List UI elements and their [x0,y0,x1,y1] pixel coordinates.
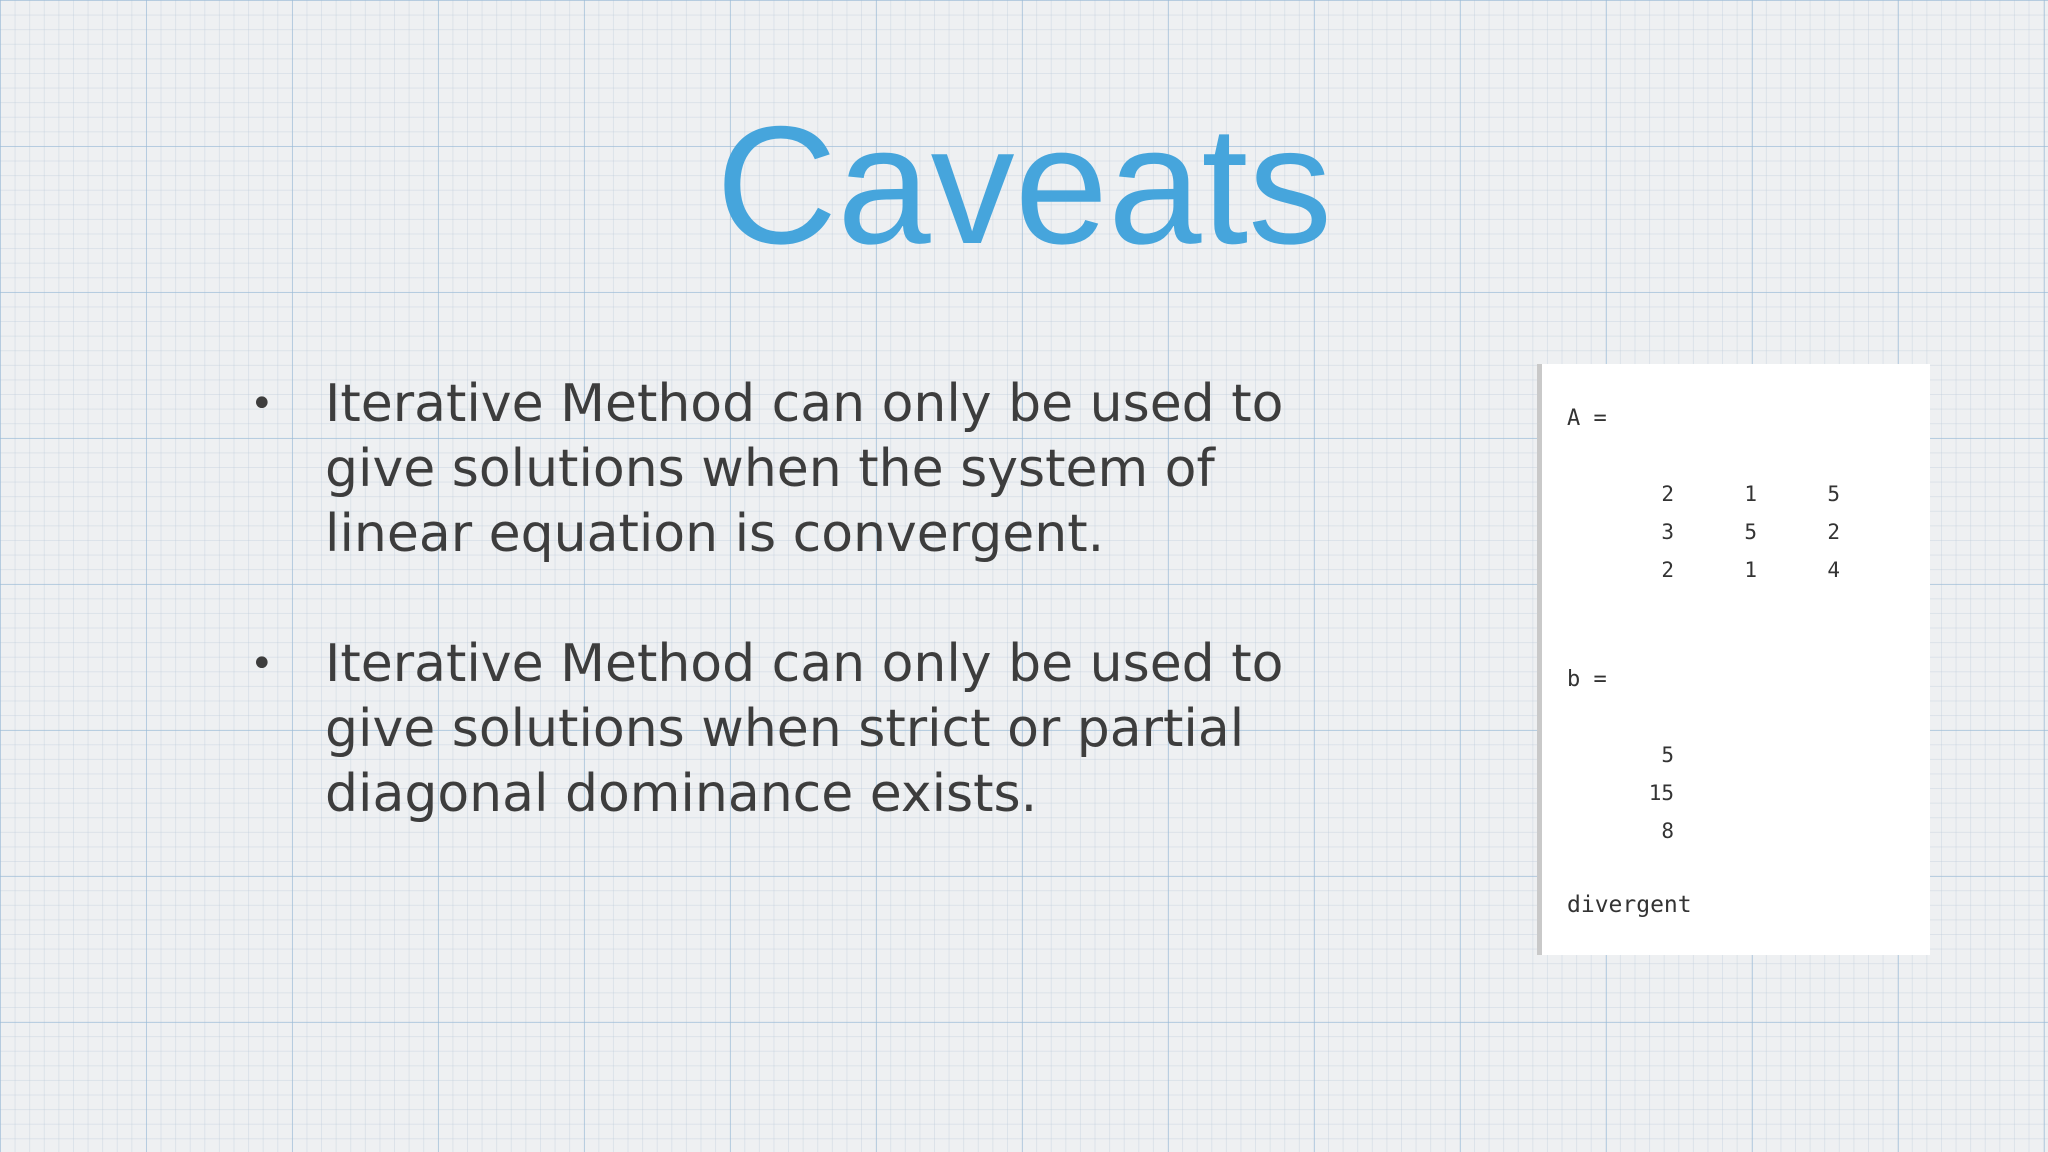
matlab-output-panel [1537,364,1930,955]
bullet-line: diagonal dominance exists. [325,764,1038,824]
slide-title-text: Caveats [715,91,1333,279]
bullet-item [250,372,1370,567]
matrix-a-label: A = [1567,406,1607,431]
matrix-cell: 4 [1827,558,1840,582]
vector-cell: 8 [1661,819,1674,843]
slide-title [0,91,2048,279]
bullet-list [250,372,1370,892]
matrix-cell: 2 [1661,558,1674,582]
vector-cell: 5 [1661,743,1674,767]
bullet-line: give solutions when strict or partial [325,699,1245,759]
bullet-marker: • [250,641,274,687]
bullet-line: give solutions when the system of [325,439,1215,499]
bullet-item [250,632,1370,827]
bullet-line: linear equation is convergent. [325,504,1105,564]
matrix-cell: 2 [1827,520,1840,544]
bullet-marker: • [250,381,274,427]
matrix-cell: 3 [1661,520,1674,544]
vector-b-label: b = [1567,667,1607,692]
matrix-cell: 5 [1827,482,1840,506]
vector-cell: 15 [1648,781,1674,805]
matrix-cell: 1 [1744,558,1757,582]
matrix-cell: 5 [1744,520,1757,544]
matrix-cell: 1 [1744,482,1757,506]
bullet-line: Iterative Method can only be used to [325,634,1284,694]
convergence-result: divergent [1567,892,1692,918]
bullet-line: Iterative Method can only be used to [325,374,1284,434]
matrix-cell: 2 [1661,482,1674,506]
